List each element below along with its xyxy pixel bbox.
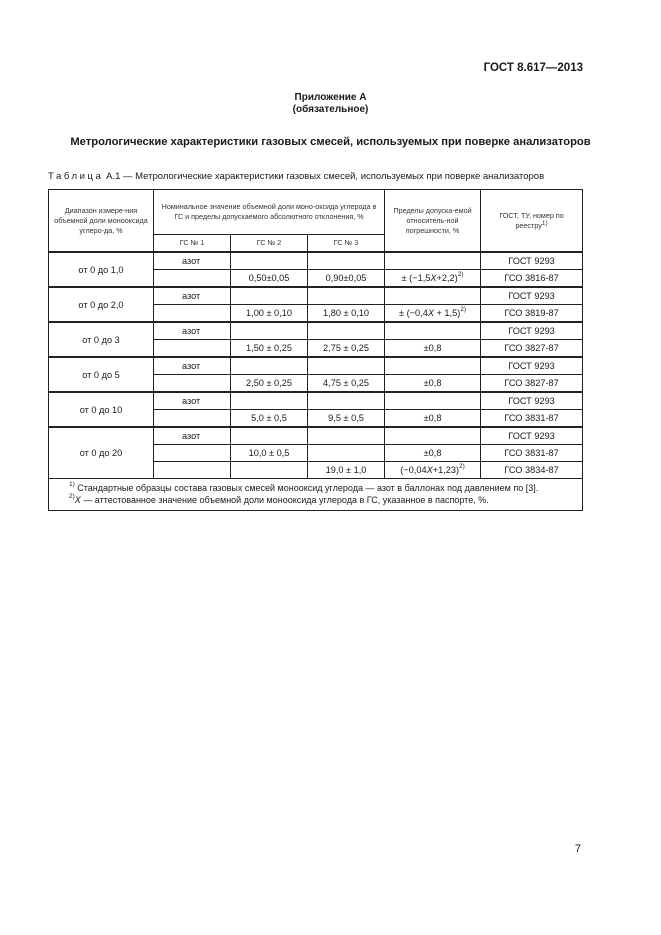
error-pre: (−0,04	[400, 465, 427, 475]
reference-cell: ГСО 3816-87	[481, 270, 583, 288]
gs3-cell	[308, 287, 385, 305]
error-cell	[385, 375, 481, 393]
table-caption	[48, 171, 544, 182]
gs1-cell: азот	[154, 287, 231, 305]
table-caption-number: А.1	[106, 171, 121, 182]
gs2-cell	[231, 392, 308, 410]
gs3-cell	[308, 322, 385, 340]
gs3-cell	[308, 392, 385, 410]
gs2-cell: 1,00 ± 0,10	[231, 305, 308, 323]
header-gs3: ГС № 3	[308, 235, 385, 253]
reference-cell: ГСО 3834-87	[481, 462, 583, 479]
reference-cell: ГОСТ 9293	[481, 392, 583, 410]
footnote	[69, 482, 578, 494]
error-post: + 1,5)	[433, 308, 461, 318]
range-cell: от 0 до 5	[49, 357, 154, 392]
gs1-cell: азот	[154, 322, 231, 340]
error-pre: ±0,8	[423, 378, 442, 388]
footnote-variable: X	[74, 495, 81, 505]
error-cell	[385, 305, 481, 323]
reference-cell: ГСО 3827-87	[481, 340, 583, 358]
gs3-cell: 1,80 ± 0,10	[308, 305, 385, 323]
gs1-cell: азот	[154, 357, 231, 375]
gs3-cell	[308, 252, 385, 270]
gs1-cell: азот	[154, 427, 231, 445]
gs1-cell	[154, 340, 231, 358]
gs3-cell: 9,5 ± 0,5	[308, 410, 385, 428]
footnote-text: — аттестованное значение объемной доли монооксида углерода в ГС, указанное в паспорте, %.	[80, 495, 489, 505]
reference-cell: ГОСТ 9293	[481, 427, 583, 445]
error-cell	[385, 340, 481, 358]
footnote-text: Стандартные образцы состава газовых смесей монооксид углерода — азот в баллонах под давлением по [3].	[74, 483, 539, 493]
error-pre: ±0,8	[423, 343, 442, 353]
error-post: +1,23)	[432, 465, 460, 475]
error-post: +2,2)	[436, 273, 458, 283]
gs1-cell: азот	[154, 252, 231, 270]
reference-cell: ГСО 3827-87	[481, 375, 583, 393]
error-pre: ±0,8	[423, 413, 442, 423]
range-cell: от 0 до 20	[49, 427, 154, 479]
error-variable: X	[430, 273, 437, 283]
reference-cell: ГОСТ 9293	[481, 322, 583, 340]
error-cell	[385, 252, 481, 270]
error-pre: ± (−1,5	[401, 273, 431, 283]
gs3-cell: 4,75 ± 0,25	[308, 375, 385, 393]
error-footnote: 2)	[459, 463, 465, 470]
gs1-cell	[154, 445, 231, 462]
error-variable: X	[427, 308, 434, 318]
table-caption-text: — Метрологические характеристики газовых смесей, используемых при поверке анализаторов	[120, 171, 545, 182]
error-pre: ± (−0,4	[399, 308, 428, 318]
header-nominal: Номинальное значение объемной доли моно-оксида углерода в ГС и пределы допускаемого абсолютного отклонения, %	[154, 190, 385, 235]
appendix-status: (обязательное)	[292, 104, 369, 115]
error-variable: X	[426, 465, 433, 475]
table-row	[49, 252, 583, 270]
error-cell	[385, 322, 481, 340]
gs3-cell	[308, 445, 385, 462]
range-cell: от 0 до 1,0	[49, 252, 154, 287]
gs2-cell	[231, 357, 308, 375]
gs2-cell: 10,0 ± 0,5	[231, 445, 308, 462]
gs3-cell: 2,75 ± 0,25	[308, 340, 385, 358]
appendix-heading	[0, 92, 661, 116]
gs1-cell	[154, 462, 231, 479]
gs1-cell	[154, 305, 231, 323]
table-row	[49, 427, 583, 445]
reference-cell: ГСО 3819-87	[481, 305, 583, 323]
gs2-cell	[231, 252, 308, 270]
error-cell	[385, 445, 481, 462]
error-cell	[385, 392, 481, 410]
reference-cell: ГСО 3831-87	[481, 445, 583, 462]
gs3-cell: 0,90±0,05	[308, 270, 385, 288]
error-cell	[385, 287, 481, 305]
gs1-cell	[154, 410, 231, 428]
table-row	[49, 357, 583, 375]
reference-cell: ГОСТ 9293	[481, 252, 583, 270]
gs3-cell	[308, 357, 385, 375]
gs1-cell	[154, 375, 231, 393]
footnote	[69, 494, 578, 506]
footnotes-cell	[49, 479, 583, 511]
gs3-cell: 19,0 ± 1,0	[308, 462, 385, 479]
error-footnote: 2)	[457, 271, 464, 278]
page-number: 7	[574, 843, 581, 855]
error-cell	[385, 462, 481, 479]
section-title: Метрологические характеристики газовых смесей, используемых при поверке анализаторов	[70, 136, 591, 148]
error-cell	[385, 427, 481, 445]
error-footnote: 2)	[460, 306, 467, 313]
header-gost-footnote: 1)	[541, 219, 548, 227]
metrology-table	[48, 189, 583, 511]
footnote-mark: 1)	[69, 481, 75, 488]
gs2-cell	[231, 287, 308, 305]
gs3-cell	[308, 427, 385, 445]
footnote-mark: 2)	[69, 493, 75, 500]
appendix-title: Приложение А	[294, 92, 367, 103]
gs2-cell: 0,50±0,05	[231, 270, 308, 288]
header-gs1: ГС № 1	[154, 235, 231, 253]
range-cell: от 0 до 10	[49, 392, 154, 427]
table-caption-prefix: Таблица	[48, 171, 104, 182]
range-cell: от 0 до 3	[49, 322, 154, 357]
reference-cell: ГОСТ 9293	[481, 357, 583, 375]
error-cell	[385, 270, 481, 288]
gs2-cell: 5,0 ± 0,5	[231, 410, 308, 428]
error-cell	[385, 357, 481, 375]
table-row	[49, 392, 583, 410]
document-code: ГОСТ 8.617—2013	[483, 62, 583, 74]
gs1-cell	[154, 270, 231, 288]
gs2-cell	[231, 427, 308, 445]
reference-cell: ГОСТ 9293	[481, 287, 583, 305]
gs1-cell: азот	[154, 392, 231, 410]
gs2-cell	[231, 462, 308, 479]
footnotes-row	[49, 479, 583, 511]
header-range: Диапазон измере-ния объемной доли монооксида углеро-да, %	[49, 190, 154, 253]
table-row	[49, 287, 583, 305]
error-cell	[385, 410, 481, 428]
gs2-cell: 2,50 ± 0,25	[231, 375, 308, 393]
header-error: Пределы допуска-емой относитель-ной погрешности, %	[385, 190, 481, 253]
header-gs2: ГС № 2	[231, 235, 308, 253]
table-row	[49, 322, 583, 340]
header-gost-text: ГОСТ, ТУ, номер по реестру	[499, 210, 564, 230]
header-gost	[481, 190, 583, 253]
error-pre: ±0,8	[423, 448, 442, 458]
gs2-cell: 1,50 ± 0,25	[231, 340, 308, 358]
reference-cell: ГСО 3831-87	[481, 410, 583, 428]
range-cell: от 0 до 2,0	[49, 287, 154, 322]
gs2-cell	[231, 322, 308, 340]
